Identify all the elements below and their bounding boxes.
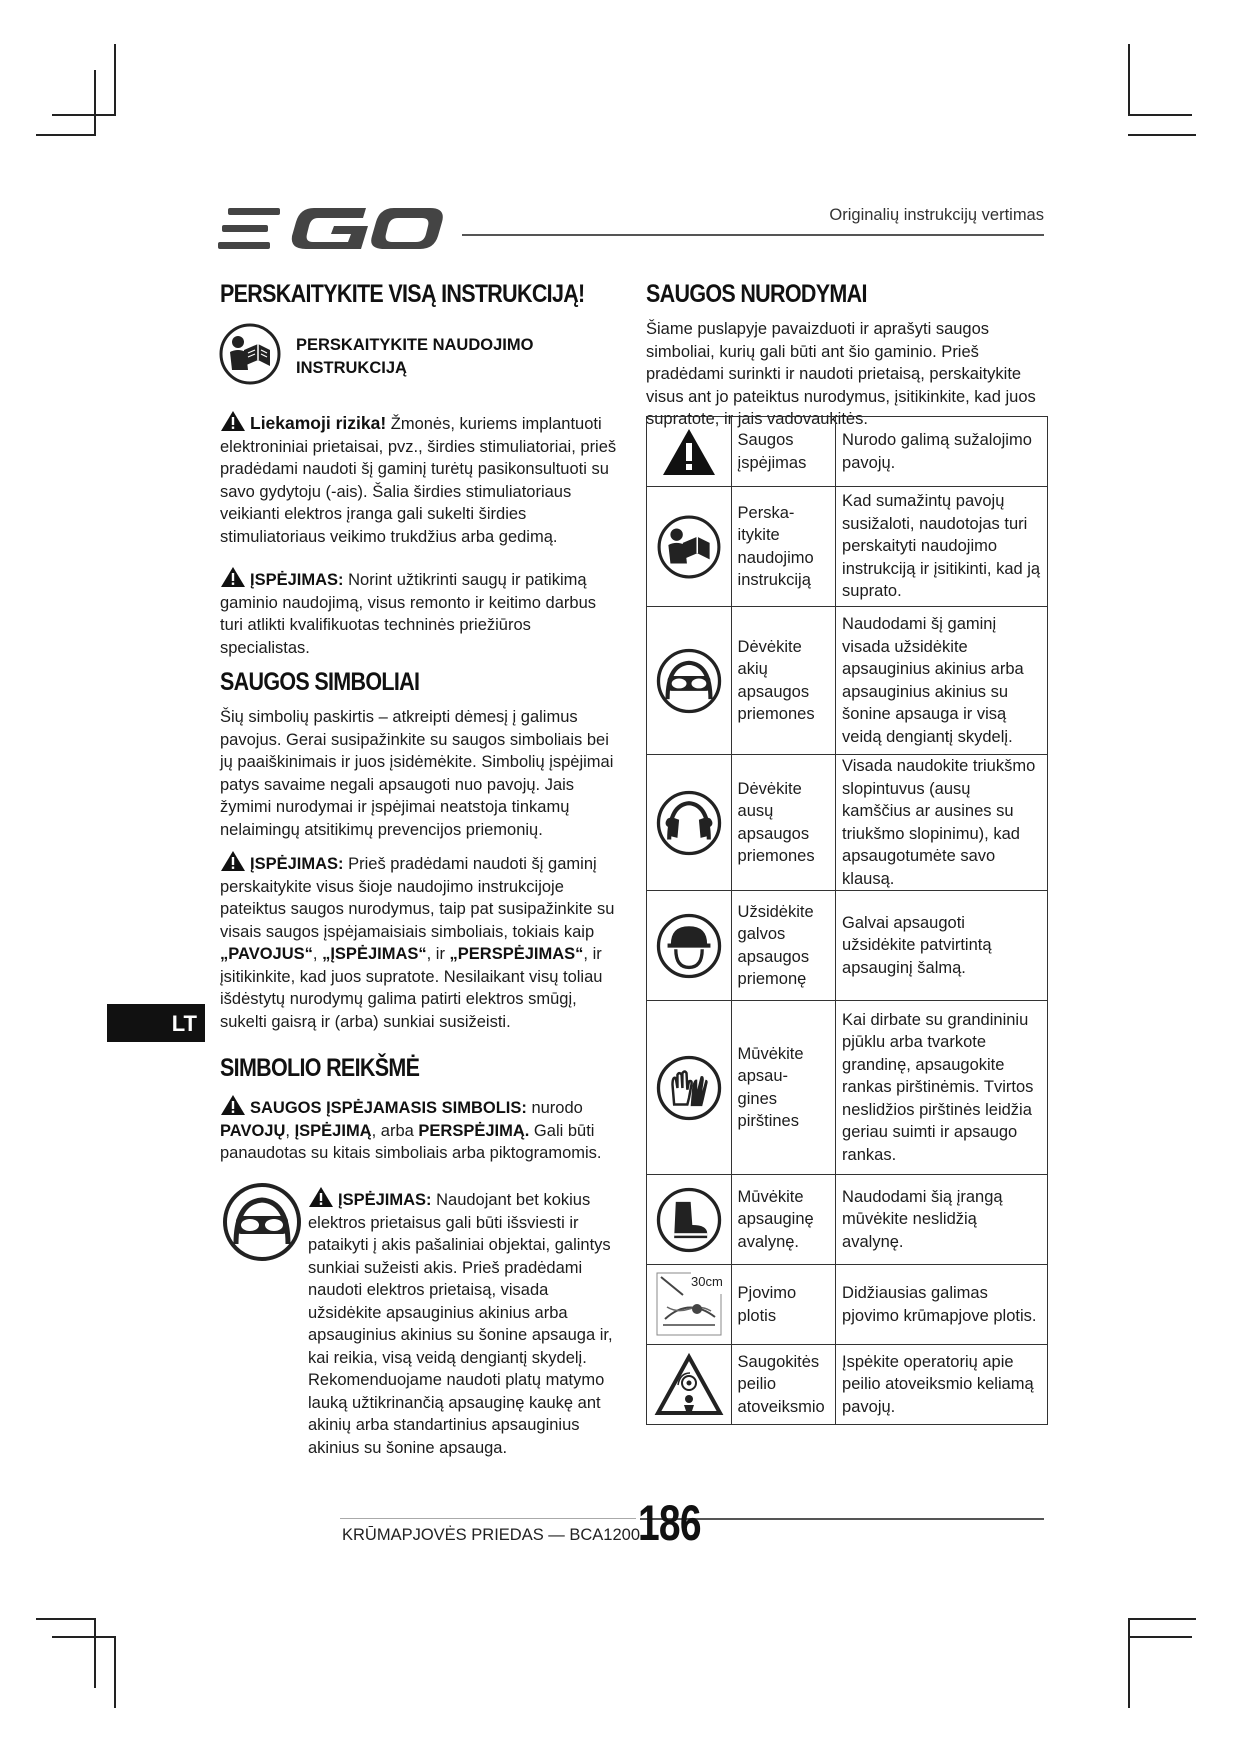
- kickback-icon: [654, 1353, 724, 1417]
- safety-symbols-table: [646, 416, 1048, 1425]
- table-row: [647, 1265, 1048, 1345]
- table-row: [647, 755, 1048, 891]
- crop-mark: [36, 1618, 96, 1620]
- read-manual-icon: [218, 322, 282, 386]
- icon-cell: [647, 1265, 732, 1345]
- crop-mark: [1128, 1618, 1130, 1708]
- warning-text: Norint užtikrinti saugų ir patikimą gaminio naudojimą, visus remonto ir keitimo darbus turi atlikti kvalifikuotas techninės priežiūros specialistas.: [220, 571, 597, 657]
- icon-cell: [647, 1001, 732, 1175]
- crop-mark: [94, 1618, 96, 1688]
- keyword-warning: „ĮSPĖJIMAS“: [322, 945, 427, 963]
- section-title-safety-instructions: SAUGOS NURODYMAI: [646, 280, 867, 308]
- gloves-icon: [656, 1055, 722, 1121]
- header-subtitle: Originalių instrukcijų vertimas: [829, 206, 1044, 224]
- symbol-text-b: Gali būti panaudotas su kitais simboliais arba piktogramomis.: [220, 1121, 602, 1162]
- symbol-description: Nurodo galimą sužalojimo pavojų.: [836, 417, 1048, 487]
- eye-protection-icon: [222, 1182, 302, 1262]
- cutting-width-label: 30cm: [691, 1271, 723, 1294]
- footer-text: KRŪMAPJOVĖS PRIEDAS — BCA1200: [342, 1526, 641, 1544]
- manual-label: [296, 334, 533, 380]
- read-manual-icon: [656, 514, 722, 580]
- icon-cell: [647, 607, 732, 755]
- risk-lead: Liekamoji rizika!: [250, 413, 387, 433]
- crop-mark: [114, 1636, 116, 1708]
- symbol-description: Įspėkite operatorių apie peilio atoveiksmio keliamą pavojų.: [836, 1345, 1048, 1425]
- warning-triangle-icon: [661, 427, 717, 477]
- symbol-name: Mūvėkite apsauginę avalynę.: [731, 1175, 836, 1265]
- symbol-lead: SAUGOS ĮSPĖJAMASIS SIMBOLIS:: [250, 1099, 527, 1117]
- footer-rule-left: [340, 1518, 636, 1519]
- crop-mark: [1128, 1636, 1192, 1638]
- keyword-warning: ĮSPĖJIMĄ: [294, 1121, 372, 1140]
- warning-triangle-icon: [308, 1186, 334, 1208]
- symbol-name: Dėvėkite akių apsaugos priemones: [731, 607, 836, 755]
- icon-cell: [647, 487, 732, 607]
- icon-cell: [647, 891, 732, 1001]
- keyword-danger: PAVOJŲ: [220, 1121, 286, 1140]
- sep: ,: [285, 1121, 295, 1140]
- symbol-description: Visada naudokite triukšmo slopintuvus (ausų kamščius ar ausines su triukšmo slopinimu), kad apsaugotumėte savo klausą.: [836, 755, 1048, 891]
- symbol-name: Dėvėkite ausų apsaugos priemones: [731, 755, 836, 891]
- crop-mark: [52, 114, 116, 116]
- repair-warning-paragraph: [220, 566, 618, 659]
- warning-triangle-icon: [220, 566, 246, 588]
- crop-mark: [1128, 44, 1130, 116]
- symbol-name: Mūvėkite apsau- gines pirštines: [731, 1001, 836, 1175]
- manual-label-line2: INSTRUKCIJĄ: [296, 359, 407, 377]
- safety-alert-symbol-paragraph: [220, 1094, 618, 1165]
- helmet-icon: [656, 913, 722, 979]
- ego-logo-mark: [218, 204, 444, 254]
- warning-triangle-icon: [220, 850, 246, 872]
- warning-triangle-icon: [220, 1094, 246, 1116]
- crop-mark: [1128, 114, 1192, 116]
- crop-mark: [114, 44, 116, 116]
- eye-injury-warning-paragraph: [308, 1186, 622, 1459]
- read-all-warning-paragraph: [220, 850, 618, 1033]
- keyword-caution: „PERSPĖJIMAS“: [449, 945, 584, 963]
- page-number: 186: [638, 1495, 701, 1551]
- icon-cell: [647, 1175, 732, 1265]
- warning-text-a: Prieš pradėdami naudoti šį gaminį perskaitykite visus šioje naudojimo instrukcijoje pateiktus saugos nurodymus, taip pat susipažinkite su visais saugos įspėjamaisiais simboliais, tokiais kaip: [220, 855, 615, 941]
- risk-text: Žmonės, kuriems implantuoti elektroniniai prietaisai, pvz., širdies stimuliatoriai, prieš pradėdami naudoti šį gaminį turėtų pasikonsultuoti su savo gydytoju (-ais). Šalia širdies stimuliatoriaus veikianti elektros įranga gali sukelti širdies stimuliatoriaus veikimo trukdžius arba gedimą.: [220, 415, 617, 546]
- table-row: [647, 607, 1048, 755]
- language-tab: [107, 1004, 205, 1042]
- keyword-caution: PERSPĖJIMĄ.: [418, 1121, 530, 1140]
- icon-cell: [647, 417, 732, 487]
- icon-cell: [647, 1345, 732, 1425]
- symbol-name: Užsidėkite galvos apsaugos priemonę: [731, 891, 836, 1001]
- crop-mark: [1128, 1618, 1196, 1620]
- symbol-name: Saugos įspėjimas: [731, 417, 836, 487]
- icon-cell: [647, 755, 732, 891]
- warning-text-b: , ir įsitikinkite, kad juos supratote. Nesilaikant visų toliau išdėstytų nurodymų galima patirti elektros smūgį, sukelti gaisrą ir (arba) sunkiai susižeisti.: [220, 945, 603, 1031]
- sep: , ir: [426, 945, 450, 963]
- header-rule: [462, 234, 1044, 236]
- warning-text: Naudojant bet kokius elektros prietaisus gali būti išsviesti ir pataikyti į akis pašaliniai objektai, galintys sunkiai sužeisti akis. Prieš pradėdami naudoti elektros prietaisą, visada užsidėkite apsauginius akinius arba apsauginius akinius su šonine apsauga ir, kai reikia, visą veidą dengiantį skydelį. Rekomenduojame naudoti platų matymo lauką užtikrinančią apsauginę kaukę ant akinių arba standartinius apsauginius akinius su šonine apsauga.: [308, 1191, 613, 1457]
- table-row: [647, 487, 1048, 607]
- ear-protection-icon: [656, 790, 722, 856]
- symbol-text-a: nurodo: [526, 1099, 583, 1117]
- warning-lead: ĮSPĖJIMAS:: [250, 571, 344, 589]
- warning-triangle-icon: [220, 410, 246, 432]
- eye-protection-icon: [656, 648, 722, 714]
- residual-risk-paragraph: [220, 410, 618, 548]
- sep: , arba: [371, 1121, 419, 1140]
- boots-icon: [656, 1187, 722, 1253]
- sep: ,: [312, 945, 323, 963]
- safety-instructions-intro: Šiame puslapyje pavaizduoti ir aprašyti saugos simboliai, kurių gali būti ant šio gaminio. Prieš pradėdami surinkti ir naudoti prietaisą, perskaitykite visus ant jo pateiktus nurodymus, įsitikinkite, kad juos supratote, ir jais vadovaukitės.: [646, 320, 1036, 428]
- crop-mark: [36, 134, 96, 136]
- symbol-description: Kai dirbate su grandininiu pjūklu arba tvarkote grandinę, apsaugokite rankas pirštinėmis. Tvirtos neslidžios pirštinės leidžia geriau suimti ir apsaugo rankas.: [836, 1001, 1048, 1175]
- symbol-description: Galvai apsaugoti užsidėkite patvirtintą apsauginį šalmą.: [836, 891, 1048, 1001]
- warning-lead: ĮSPĖJIMAS:: [250, 855, 344, 873]
- section-title-read-instructions: PERSKAITYKITE VISĄ INSTRUKCIJĄ!: [220, 280, 585, 308]
- ego-logo: [218, 204, 444, 254]
- table-row: [647, 1345, 1048, 1425]
- table-row: [647, 1175, 1048, 1265]
- table-row: [647, 417, 1048, 487]
- section-title-safety-symbols: SAUGOS SIMBOLIAI: [220, 668, 420, 696]
- crop-mark: [1128, 134, 1196, 136]
- symbol-name: Saugokitės peilio atoveiksmio: [731, 1345, 836, 1425]
- symbol-name: Perska- itykite naudojimo instrukciją: [731, 487, 836, 607]
- keyword-danger: „PAVOJUS“: [220, 945, 313, 963]
- symbol-description: Naudodami šią įrangą mūvėkite neslidžią avalynę.: [836, 1175, 1048, 1265]
- safety-symbols-text: Šių simbolių paskirtis – atkreipti dėmesį į galimus pavojus. Gerai susipažinkite su saugos simboliais bei jų paaiškinimais ir juos įsidėmėkite. Simbolių įspėjimai patys savaime negali apsaugoti nuo pavojų. Jais žymimi nurodymai ir įspėjimai neatstoja tinkamų nelaimingų atsitikimų prevencijos priemonių.: [220, 708, 614, 839]
- symbol-description: Didžiausias galimas pjovimo krūmapjove plotis.: [836, 1265, 1048, 1345]
- table-row: [647, 891, 1048, 1001]
- symbol-description: Kad sumažintų pavojų susižaloti, naudotojas turi perskaityti naudojimo instrukciją ir įsitikinti, kad ją suprato.: [836, 487, 1048, 607]
- manual-label-line1: PERSKAITYKITE NAUDOJIMO: [296, 336, 534, 354]
- warning-lead: ĮSPĖJIMAS:: [338, 1191, 432, 1209]
- table-row: [647, 1001, 1048, 1175]
- crop-mark: [52, 1636, 116, 1638]
- symbol-description: Naudodami šį gaminį visada užsidėkite apsauginius akinius arba apsauginius akinius su šonine apsauga ir visą veidą dengiantį skydelį.: [836, 607, 1048, 755]
- language-tab-label: LT: [171, 1011, 197, 1036]
- crop-mark: [94, 70, 96, 136]
- section-title-symbol-meaning: SIMBOLIO REIKŠMĖ: [220, 1054, 420, 1082]
- symbol-name: Pjovimo plotis: [731, 1265, 836, 1345]
